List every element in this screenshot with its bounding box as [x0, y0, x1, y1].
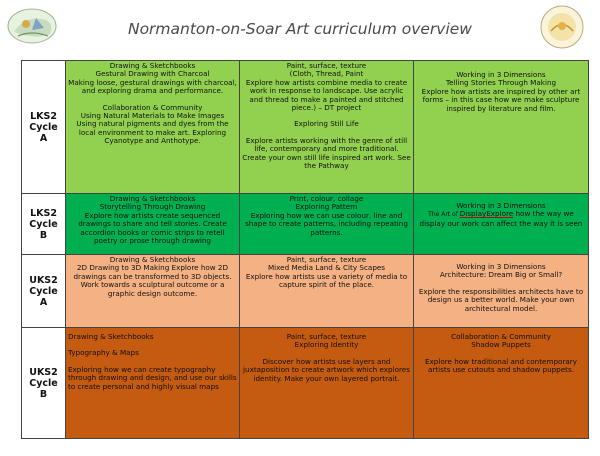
row-label-line: UKS2 — [29, 366, 58, 378]
cell-heading: Working in 3 Dimensions — [456, 70, 546, 79]
cell-subheading: Shadow Puppets — [471, 340, 531, 350]
cell-subheading: Storytelling Through Drawing — [99, 202, 206, 212]
row-label-line: Cycle B — [29, 218, 58, 241]
cell-body-text: how the way we display our work can affect the way it is seen — [419, 209, 583, 228]
cell-heading: Drawing & Sketchbooks — [68, 332, 154, 341]
cell-heading: Working in 3 Dimensions — [456, 201, 546, 210]
cell-print-colour-collage — [240, 194, 414, 255]
cell-drawing-sketchbooks — [66, 194, 240, 255]
cell-paint-surface-texture — [240, 61, 414, 194]
cell-drawing-sketchbooks — [66, 61, 240, 194]
cell-heading: Paint, surface, texture — [286, 332, 367, 341]
cell-subheading: Exploring Still Life — [294, 119, 359, 129]
cell-subheading: Gestural Drawing with Charcoal — [95, 69, 210, 79]
row-label-line: UKS2 — [29, 274, 58, 286]
cell-subheading: Using Natural Materials to Make Images — [80, 111, 225, 121]
table-row — [22, 61, 589, 194]
cell-body: Explore the responsibilities architects have to design us a better world. Make your own architectural model. — [418, 286, 584, 313]
cell-paint-surface-texture — [240, 255, 414, 328]
cell-body: Using natural pigments and dyes from the local environment to make art. Exploring Cyanotype and Anthotype. — [76, 119, 229, 146]
cell-heading: Drawing & Sketchbooks — [109, 194, 196, 203]
cell-subheading: Exploring Identity — [294, 340, 359, 350]
cell-heading: Collaboration & Community — [102, 102, 203, 112]
row-label-line: Cycle B — [29, 377, 58, 400]
cell-drawing-sketchbooks — [66, 328, 240, 439]
table-row — [22, 194, 589, 255]
cell-body: Explore artists working with the genre of still life, contemporary and more traditional. Create your own still life inspired art work. See the Pathway — [242, 135, 411, 171]
row-label-line: LKS2 — [30, 110, 57, 122]
cell-heading: Paint, surface, texture — [286, 61, 367, 70]
cell-heading: Working in 3 Dimensions — [456, 262, 546, 271]
cell-collaboration-community — [414, 328, 589, 439]
cell-subheading: Typography & Maps — [68, 348, 139, 358]
cell-body: Explore how artists use a variety of media to capture spirit of the place. — [245, 271, 408, 290]
cell-heading: Collaboration & Community — [451, 332, 551, 341]
cell-subheading: Mixed Media Land & City Scapes — [267, 263, 386, 273]
cell-paint-surface-texture — [240, 328, 414, 439]
cell-body: Exploring how we can create typography through drawing and design, and use our skills to create personal and highly visual maps — [68, 364, 237, 391]
cell-body: 2D Drawing to 3D Making Explore how 2D drawings can be transformed to 3D objects. Work towards a sculptural outcome or a graphic design outcome. — [73, 263, 232, 298]
cell-body: Explore how artists combine media to create work in response to landscape. Use acrylic and thread to make a painted and stitched piece.) – DT project — [245, 77, 408, 113]
row-label — [22, 328, 66, 439]
cell-body: Exploring how we can use colour, line and shape to create patterns, including repeating patterns. — [245, 210, 408, 237]
cell-drawing-sketchbooks — [66, 255, 240, 328]
cell-body-prefix: The Art of — [428, 211, 460, 219]
row-label — [22, 61, 66, 194]
cell-body: Explore how artists create sequenced drawings to share and tell stories. Create accordion books or comic strips to retell poetry or prose through drawing — [78, 210, 227, 246]
cell-body — [416, 210, 586, 228]
table-row — [22, 328, 589, 439]
table-row — [22, 255, 589, 328]
cell-body: Explore how traditional and contemporary artists use cutouts and shadow puppets. — [424, 356, 578, 375]
row-label-line: Cycle A — [29, 285, 58, 308]
cell-working-3d — [414, 255, 589, 328]
cell-working-3d — [414, 194, 589, 255]
cell-body: Making loose, gestural drawings with charcoal, and exploring drama and performance. — [68, 77, 237, 96]
cell-body-link: DisplayExplore — [459, 209, 514, 219]
cell-body: Explore how artists are inspired by other art forms – in this case how we make sculpture inspired by literature and film. — [421, 86, 581, 113]
cell-heading: Drawing & Sketchbooks — [109, 61, 196, 70]
row-label-line: LKS2 — [30, 207, 57, 219]
cell-subheading: Architecture: Dream Big or Small? — [439, 270, 563, 280]
cell-subheading: Telling Stories Through Making — [445, 78, 557, 88]
page-title: Normanton-on-Soar Art curriculum overview — [127, 20, 472, 38]
cell-heading: Paint, surface, texture — [286, 255, 367, 264]
cell-heading: Drawing & Sketchbooks — [109, 255, 196, 264]
curriculum-table — [21, 60, 589, 439]
cell-subheading: (Cloth, Thread, Paint — [289, 69, 364, 79]
cell-heading: Print, colour, collage — [289, 194, 364, 203]
cell-body: Discover how artists use layers and juxtaposition to create artwork which explores identity. Make your own layered portrait. — [243, 356, 410, 383]
row-label — [22, 194, 66, 255]
cell-working-3d — [414, 61, 589, 194]
cell-subheading: Exploring Pattern — [295, 202, 358, 212]
school-logo-right — [537, 4, 587, 50]
row-label-line: Cycle A — [29, 121, 58, 144]
school-crest-left — [6, 4, 62, 48]
row-label — [22, 255, 66, 328]
